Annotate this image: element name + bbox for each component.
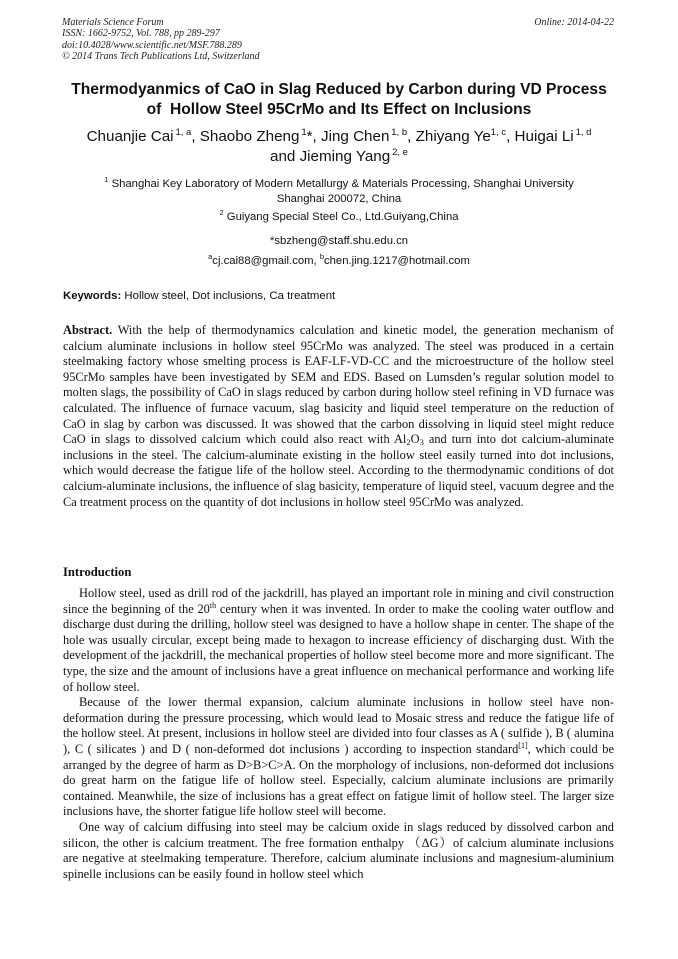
abstract: Abstract. With the help of thermodynamics calculation and kinetic model, the generation mechanism of calcium aluminate inclusions in hollow steel 95CrMo was analyzed. The steel was produced in a certain steelmaking factory whose smelting process is EAF-LF-VD-CC and the microestructure of the hollow steel 95CrMo samples have been investigated by SEM and EDS. Based on Lumsden’s regular solution model to molten slags, the possibility of CaO in slags reduced by carbon during hollow steel refining in VD furnace was calculated. The influence of furnace vacuum, slag basicity and liquid steel temperature on the reduction of CaO in slag by carbon was discussed. It was showed that the carbon dissolving in liquid steel might reduce CaO in slags to dissolved calcium which could also react with $Al_2O_3$ and turn into dot calcium-aluminate inclusions in the steel. The calcium-aluminate existing in the hollow steel easily turned into dot inclusions, which would decrease the fatigue life of the hollow steel. According to the thermodynamic conditions of dot calcium-aluminate inclusions, the influence of slag basicity, temperature of liquid steel, vacuum degree and the Ca treatment process on the quantity of dot inclusions in hollow steel 95CrMo was analyzed. <box>63 323 614 509</box>
author-name: Shaobo Zheng <box>199 128 300 145</box>
journal-doi: doi:10.4028/www.scientific.net/MSF.788.289 <box>62 39 242 51</box>
abstract-label: Abstract. <box>63 323 113 337</box>
affiliation-1-text: Shanghai Key Laboratory of Modern Metallurgy & Materials Processing, Shanghai University <box>111 178 574 190</box>
author-line-2: and Jieming Yang $^{2, e}$ <box>270 147 408 165</box>
affiliation-2: $^2$ Guiyang Special Steel Co., Ltd.Guiyang,China <box>219 208 459 223</box>
keywords-label: Keywords: <box>63 290 122 302</box>
online-date: Online: 2014-04-22 <box>534 17 614 28</box>
affiliation-2-text: Guiyang Special Steel Co., Ltd.Guiyang,China <box>226 211 459 223</box>
title-line-1: Thermodyanmics of CaO in Slag Reduced by Carbon during VD Process <box>71 81 607 98</box>
citation-ref[interactable]: [1] <box>518 740 528 750</box>
abstract-text-2: and turn into dot calcium-aluminate inclusions in the steel. The calcium-aluminate existing in the hollow steel easily turned into dot inclusions, which would decrease the fatigue life of the hollow steel. According to the thermodynamic conditions of dot calcium-aluminate inclusions, the influence of slag basicity, temperature of liquid steel, vacuum degree and the Ca treatment process on the quantity of dot inclusions in hollow steel 95CrMo was analyzed. <box>63 432 614 509</box>
corresponding-mark: * <box>306 128 313 145</box>
author-name: Jing Chen <box>321 128 390 145</box>
affiliation-1-address: Shanghai 200072, China <box>276 192 402 205</box>
paragraph: Because of the lower thermal expansion, calcium aluminate inclusions in hollow steel have non-deformation during the pressure processing, which would lead to Mosaic stress and reduce the fatigue life of the hollow steel. At present, inclusions in hollow steel are divided into four classes as A ( sulfide ), B ( alumina ), C ( silicates ) and D ( non-deformed dot inclusions ) according to inspection standard[1], which could be arranged by the degree of harm as D>B>C>A. On the morphology of inclusions, non-deformed dot inclusions do great harm on the fatigue life of hollow steel. Especially, calcium aluminate inclusions are primarily contained. Meanwhile, the size of inclusions has a great effect on fatigue limit of hollow steel. The larger size inclusions have, the shorter fatigue life hollow steel will become. <box>63 695 615 819</box>
affiliation-1: $^1$ Shanghai Key Laboratory of Modern Metallurgy & Materials Processing, Shanghai University Shanghai 200072, China <box>56 177 622 206</box>
paragraph: One way of calcium diffusing into steel may be calcium oxide in slags reduced by dissolved carbon and silicon, the other is calcium treatment. The free formation enthalpy （ΔG）of calcium aluminate inclusions are negative at steelmaking temperature. Therefore, calcium aluminate inclusions and magnesium-aluminium spinelle inclusions can be easily found in hollow steel which <box>63 819 614 881</box>
journal-header <box>62 17 260 62</box>
author-sup: 2, e <box>392 147 408 158</box>
author-line-1: Chuanjie Cai $^{1, a}$, Shaobo Zheng $^1$*, Jing Chen $^{1, b}$, Zhiyang Ye$^{1, c}$, Huigai Li $^{1, d}$ <box>86 127 592 145</box>
email-b[interactable]: chen.jing.1217@hotmail.com <box>324 255 470 267</box>
author-name: Jieming Yang <box>299 148 391 165</box>
email-a[interactable]: cj.cai88@gmail.com, <box>212 255 320 267</box>
author-sup: 1, b <box>391 127 408 138</box>
paragraph: Hollow steel, used as drill rod of the jackdrill, has played an important role in mining and civil construction since the beginning of the 20th century when it was invented. In order to make the cooling water outflow and discharge dust during the drilling, hollow steel was designed to have a hollow shape in center. The shape of the hole was usually circular, except being made to hexagon to increase efficiency of discharging dust. With the development of the jackdrill, the mechanical properties of hollow steel become more and more significant. The type, the size and the amount of inclusions have a great influence on mechanical performance and working life of hollow steel. <box>63 586 614 694</box>
section-heading-introduction: Introduction <box>63 565 132 579</box>
author-sup: 1 <box>301 127 307 138</box>
journal-issn: ISSN: 1662-9752, Vol. 788, pp 289-297 <box>62 28 220 40</box>
author-name: Huigai Li <box>514 128 574 145</box>
corresponding-email[interactable]: *sbzheng@staff.shu.edu.cn <box>269 235 409 247</box>
author-list <box>40 127 638 167</box>
paper-title <box>40 80 638 120</box>
author-emails: $^a$cj.cai88@gmail.com, $^b$chen.jing.1217@hotmail.com <box>208 252 470 267</box>
journal-name: Materials Science Forum <box>62 17 164 28</box>
title-line-2: of Hollow Steel 95CrMo and Its Effect on Inclusions <box>146 101 532 118</box>
author-sup: 1, c <box>490 127 507 138</box>
introduction-body <box>63 586 614 882</box>
author-name: Zhiyang Ye <box>415 128 491 145</box>
abstract-text-1: With the help of thermodynamics calculation and kinetic model, the generation mechanism of calcium aluminate inclusions in hollow steel 95CrMo was analyzed. The steel was produced in a certain steelmaking factory whose smelting process is EAF-LF-VD-CC and the microestructure of the hollow steel 95CrMo samples have been investigated by SEM and EDS. Based on Lumsden’s regular solution model to molten slags, the possibility of CaO in slags reduced by carbon during hollow steel refining in VD furnace was calculated. The influence of furnace vacuum, slag basicity and liquid steel temperature on the reduction of CaO in slag by carbon was discussed. It was showed that the carbon dissolving in liquid steel might reduce CaO in slags to dissolved calcium which could also react with Al <box>63 323 614 447</box>
keywords-text: Hollow steel, Dot inclusions, Ca treatment <box>124 290 336 302</box>
author-sup: 1, a <box>175 127 192 138</box>
author-sup: 1, d <box>575 127 592 138</box>
keywords <box>63 290 335 302</box>
journal-copyright: © 2014 Trans Tech Publications Ltd, Switzerland <box>62 50 260 62</box>
author-name: Chuanjie Cai <box>86 128 174 145</box>
